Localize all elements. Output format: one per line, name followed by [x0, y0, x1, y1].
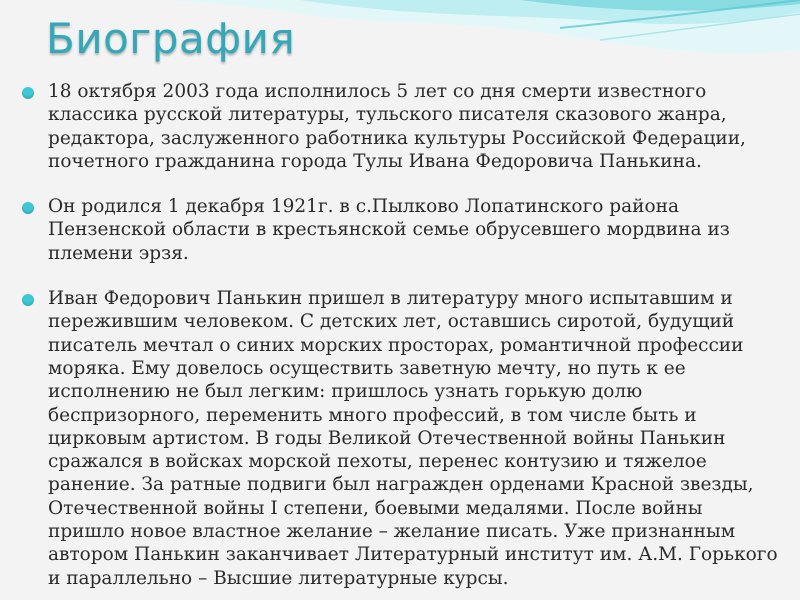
paragraph-text: Иван Федорович Панькин пришел в литературу много испытавшим и пережившим человеком. С детских лет, оставшись сиротой, будущий писатель мечтал о синих морских просторах, романтичной профессии моряка. Ему довелось осуществить заветную мечту, но путь к ее исполнению не был легким: пришлось узнать горькую долю беспризорного, переменить много профессий, в том числе быть и цирковым артистом. В годы Великой Отечественной войны Панькин сражался в войсках морской пехоты, перенес контузию и тяжелое ранение. За ратные подвиги был награжден орденами Красной звезды, Отечественной войны I степени, боевыми медалями. После войны пришло новое властное желание – желание писать. Уже признанным автором Панькин заканчивает Литературный институт им. А.М. Горького и параллельно – Высшие литературные курсы. — [48, 288, 778, 589]
bullet-paragraph — [20, 287, 780, 590]
slide-body — [20, 80, 780, 600]
bullet-paragraph — [20, 80, 780, 173]
paragraph-text: Он родился 1 декабря 1921г. в с.Пылково Лопатинского района Пензенской области в крестьянской семье обрусевшего мордвина из племени эрзя. — [48, 196, 730, 264]
paragraph-text: 18 октября 2003 года исполнилось 5 лет со дня смерти известного классика русской литературы, тульского писателя сказового жанра, редактора, заслуженного работника культуры Российской Федерации, почетного гражданина города Тулы Ивана Федоровича Панькина. — [48, 81, 746, 172]
bullet-dot-icon — [22, 202, 34, 214]
bullet-paragraph — [20, 195, 780, 265]
slide-title: Биография — [46, 14, 296, 63]
bullet-dot-icon — [22, 294, 34, 306]
bullet-dot-icon — [22, 87, 34, 99]
